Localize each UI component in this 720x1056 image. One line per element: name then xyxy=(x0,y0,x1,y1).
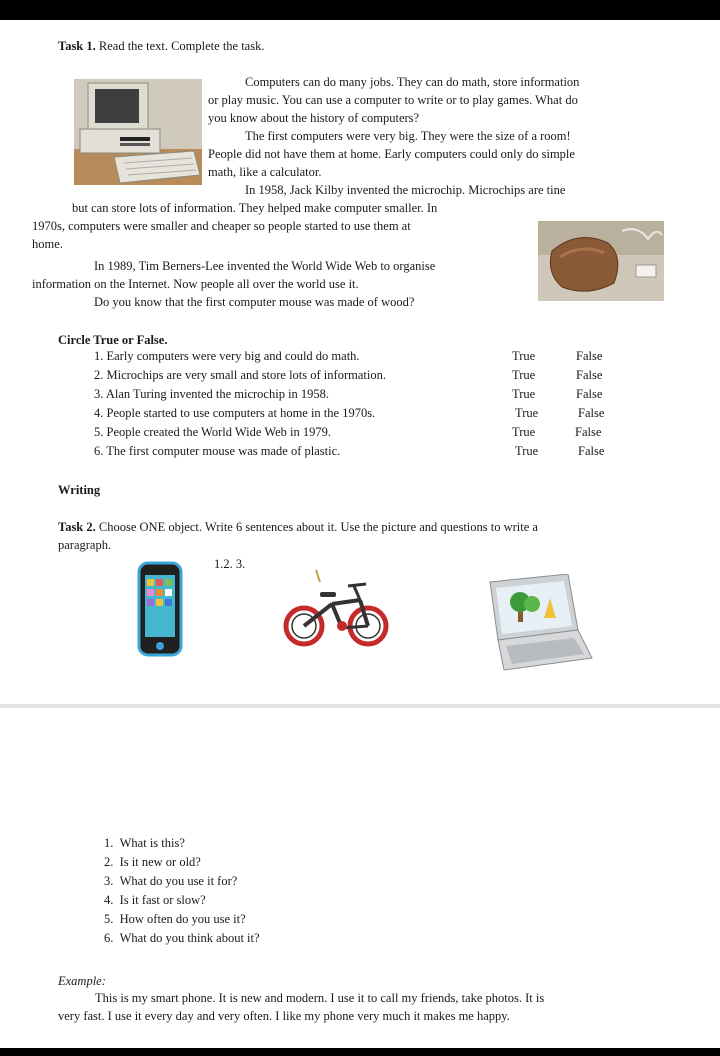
tf-6-false-option[interactable]: False xyxy=(578,444,605,458)
tf-row-3 xyxy=(94,387,329,402)
tf-statement: People created the World Wide Web in 1979. xyxy=(106,425,332,439)
paragraph-1-line-3: you know about the history of computers? xyxy=(208,111,420,125)
paragraph-2-line-3: math, like a calculator. xyxy=(208,165,322,179)
question-1 xyxy=(104,836,185,851)
task1-heading xyxy=(58,37,264,55)
question-text: What do you use it for? xyxy=(119,874,238,888)
tf-number: 2. xyxy=(94,368,104,382)
tf-2-true-option[interactable]: True xyxy=(512,368,536,382)
example-line-2: very fast. I use it every day and very often. I like my phone very much it makes me happy. xyxy=(58,1009,510,1023)
tf-number: 6. xyxy=(94,444,104,458)
paragraph-1-line-2: or play music. You can use a computer to write or to play games. What do xyxy=(208,93,578,107)
laptop-image xyxy=(484,574,594,674)
old-computer-image xyxy=(74,79,202,185)
example-line-1: This is my smart phone. It is new and modern. I use it to call my friends, take photos. It is xyxy=(95,991,545,1005)
question-text: Is it new or old? xyxy=(119,855,201,869)
tf-statement: The first computer mouse was made of plastic. xyxy=(106,444,341,458)
paragraph-3-line-1: In 1958, Jack Kilby invented the microchip. Microchips are tine xyxy=(245,183,566,197)
tf-statement: Alan Turing invented the microchip in 1958. xyxy=(105,387,330,401)
tf-statement: Early computers were very big and could do math. xyxy=(106,349,360,363)
tf-statement: People started to use computers at home in the 1970s. xyxy=(106,406,376,420)
tf-number: 3. xyxy=(94,387,104,401)
picture-numbers-label: 1.2. 3. xyxy=(214,557,246,571)
paragraph-1-line-1: Computers can do many jobs. They can do math, store information xyxy=(245,75,580,89)
paragraph-4-line-2: information on the Internet. Now people all over the world use it. xyxy=(32,277,359,291)
tf-3-false-option[interactable]: False xyxy=(576,387,603,401)
question-4 xyxy=(104,893,206,908)
paragraph-3-line-4: home. xyxy=(32,237,63,251)
tf-5-false-option[interactable]: False xyxy=(575,425,602,439)
tf-1-false-option[interactable]: False xyxy=(576,349,603,363)
worksheet-page-1 xyxy=(0,20,720,704)
tf-6-true-option[interactable]: True xyxy=(515,444,539,458)
paragraph-2-line-1: The first computers were very big. They were the size of a room! xyxy=(245,129,571,143)
tf-row-5 xyxy=(94,425,331,440)
paragraph-3-line-3: 1970s, computers were smaller and cheaper so people started to use them at xyxy=(32,219,411,233)
tf-4-false-option[interactable]: False xyxy=(578,406,605,420)
task2-instruction: Choose ONE object. Write 6 sentences about it. Use the picture and questions to write a xyxy=(95,520,538,534)
paragraph-2-line-2: People did not have them at home. Early computers could only do simple xyxy=(208,147,575,161)
question-number: 1. xyxy=(104,836,114,850)
question-text: How often do you use it? xyxy=(119,912,246,926)
tf-row-4 xyxy=(94,406,375,421)
question-number: 2. xyxy=(104,855,114,869)
tf-statement: Microchips are very small and store lots of information. xyxy=(106,368,386,382)
question-number: 6. xyxy=(104,931,114,945)
question-5 xyxy=(104,912,246,927)
question-number: 3. xyxy=(104,874,114,888)
task2-instruction-line-2: paragraph. xyxy=(58,538,112,552)
paragraph-4-line-1: In 1989, Tim Berners-Lee invented the World Wide Web to organise xyxy=(94,259,436,273)
tf-number: 5. xyxy=(94,425,104,439)
task1-instruction: Read the text. Complete the task. xyxy=(95,39,265,53)
question-number: 5. xyxy=(104,912,114,926)
tf-1-true-option[interactable]: True xyxy=(512,349,536,363)
task2-instruction-line-1 xyxy=(58,518,538,536)
paragraph-3-line-2: but can store lots of information. They helped make computer smaller. In xyxy=(72,201,438,215)
tf-row-1 xyxy=(94,349,360,364)
question-text: Is it fast or slow? xyxy=(119,893,206,907)
task1-label: Task 1. xyxy=(58,39,96,53)
tf-row-6 xyxy=(94,444,340,459)
tf-5-true-option[interactable]: True xyxy=(512,425,536,439)
wooden-mouse-image xyxy=(538,221,664,301)
question-2 xyxy=(104,855,201,870)
paragraph-5-line-1: Do you know that the first computer mouse was made of wood? xyxy=(94,295,415,309)
worksheet-page-2 xyxy=(0,708,720,1048)
writing-heading: Writing xyxy=(58,483,101,497)
tf-row-2 xyxy=(94,368,386,383)
example-label: Example: xyxy=(58,974,106,988)
tf-3-true-option[interactable]: True xyxy=(512,387,536,401)
tf-number: 1. xyxy=(94,349,104,363)
question-text: What do you think about it? xyxy=(119,931,260,945)
tf-number: 4. xyxy=(94,406,104,420)
question-3 xyxy=(104,874,237,889)
tf-4-true-option[interactable]: True xyxy=(515,406,539,420)
tf-2-false-option[interactable]: False xyxy=(576,368,603,382)
true-false-heading: Circle True or False. xyxy=(58,333,168,347)
question-text: What is this? xyxy=(119,836,185,850)
bicycle-image xyxy=(282,564,392,650)
question-6 xyxy=(104,931,260,946)
smartphone-image xyxy=(137,561,183,657)
question-number: 4. xyxy=(104,893,114,907)
task2-label: Task 2. xyxy=(58,520,96,534)
